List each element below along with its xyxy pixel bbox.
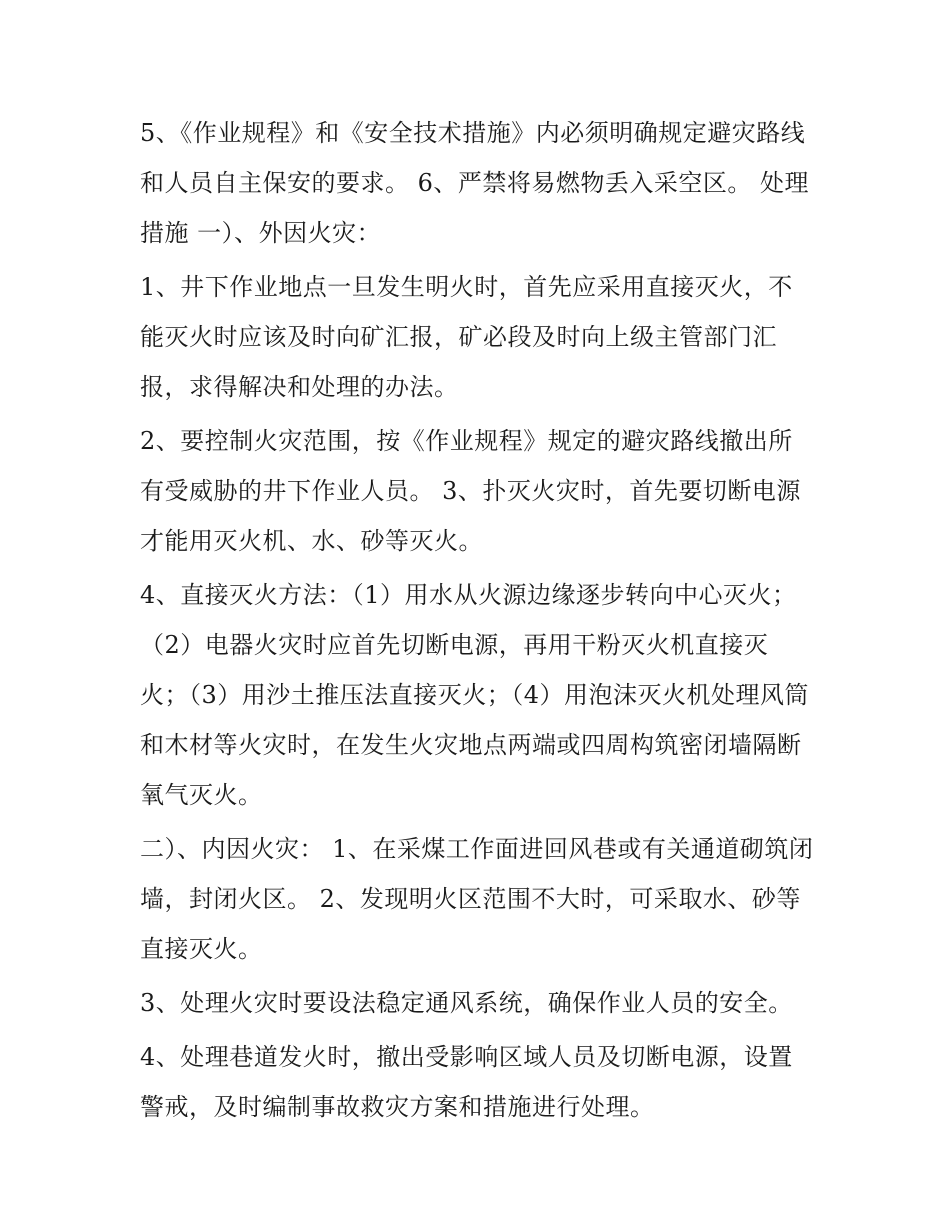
paragraph-4: 4、直接灭火方法：（1）用水从火源边缘逐步转向中心灭火；（2）电器火灾时应首先切断电源，再用干粉灭火机直接灭火；（3）用沙土推压法直接灭火；（4）用泡沫灭火机处理风筒和木材等火灾时，在发生火灾地点两端或四周构筑密闭墙隔断氧气灭火。 bbox=[140, 581, 810, 809]
paragraph-3: 2、要控制火灾范围，按《作业规程》规定的避灾路线撤出所有受威胁的井下作业人员。 3、扑灭火灾时，首先要切断电源才能用灭火机、水、砂等灭火。 bbox=[140, 427, 801, 555]
document-body bbox=[140, 108, 815, 1136]
paragraph-2: 1、井下作业地点一旦发生明火时，首先应采用直接灭火，不能灭火时应该及时向矿汇报，矿必段及时向上级主管部门汇报，求得解决和处理的办法。 bbox=[140, 273, 793, 401]
paragraph-1: 5、《作业规程》和《安全技术措施》内必须明确规定避灾路线和人员自主保安的要求。 6、严禁将易燃物丢入采空区。 处理措施 一）、外因火灾： bbox=[140, 119, 810, 247]
paragraph-7: 4、处理巷道发火时，撤出受影响区域人员及切断电源，设置警戒，及时编制事故救灾方案和措施进行处理。 bbox=[140, 1043, 793, 1121]
paragraph-5: 二）、内因火灾： 1、在采煤工作面进回风巷或有关通道砌筑闭墙，封闭火区。 2、发现明火区范围不大时，可采取水、砂等直接灭火。 bbox=[140, 835, 814, 963]
paragraph-6: 3、处理火灾时要设法稳定通风系统，确保作业人员的安全。 bbox=[140, 989, 793, 1017]
